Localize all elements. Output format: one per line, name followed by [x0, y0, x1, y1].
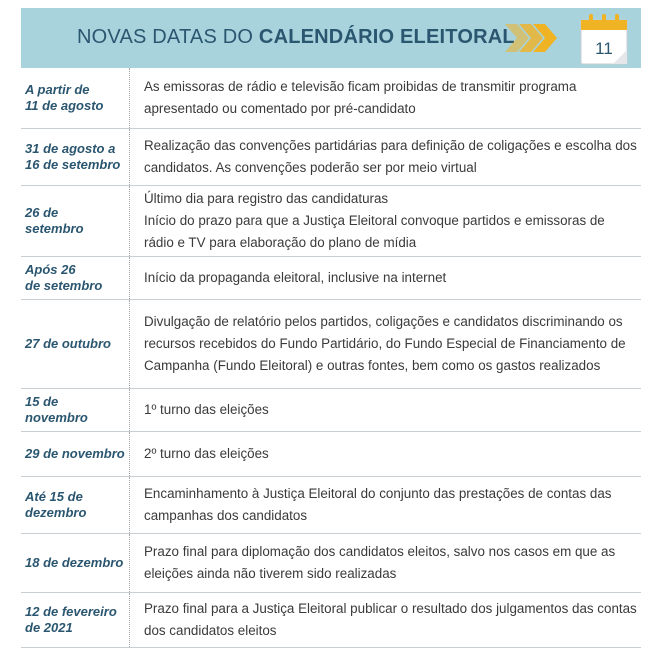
row-date: 15 de novembro	[25, 394, 88, 425]
table-row	[21, 477, 641, 534]
table-row	[21, 257, 641, 300]
table-row	[21, 389, 641, 432]
calendar-icon	[577, 10, 633, 68]
row-date: 18 de dezembro	[25, 555, 124, 570]
row-description	[129, 186, 641, 256]
table-row	[21, 432, 641, 477]
row-description-text: 1º turno das eleições	[144, 402, 269, 417]
page-title	[77, 26, 515, 49]
table-row	[21, 68, 641, 129]
row-description-text: 2º turno das eleições	[144, 446, 269, 461]
row-date: Após 26 de setembro	[25, 262, 103, 293]
row-date: 12 de fevereiro de 2021	[25, 604, 117, 635]
row-description	[129, 68, 641, 128]
table-row	[21, 534, 641, 593]
row-description	[129, 257, 641, 299]
row-description	[129, 534, 641, 592]
row-description-text: Realização das convenções partidárias para definição de coligações e escolha dos candidatos. As convenções poderão ser por meio virtual	[144, 138, 637, 175]
row-description	[129, 389, 641, 431]
row-description-text: Prazo final para a Justiça Eleitoral publicar o resultado dos julgamentos das contas dos candidatos eleitos	[144, 601, 637, 638]
row-description-text: As emissoras de rádio e televisão ficam proibidas de transmitir programa apresentado ou comentado por pré-candidato	[144, 79, 577, 116]
row-description	[129, 300, 641, 388]
header-banner	[21, 8, 641, 68]
row-date: 29 de novembro	[25, 446, 125, 461]
title-normal: NOVAS DATAS DO	[77, 26, 259, 48]
row-description	[129, 593, 641, 647]
table-row	[21, 593, 641, 648]
row-date: Até 15 de dezembro	[25, 489, 87, 520]
row-description-text: Divulgação de relatório pelos partidos, coligações e candidatos discriminando os recursos recebidos do Fundo Partidário, do Fundo Especial de Financiamento de Campanha (Fundo Eleitoral) e outras fontes, bem como os gastos realizados	[144, 314, 626, 373]
dates-table	[21, 68, 641, 648]
table-row	[21, 300, 641, 389]
row-description-text: Prazo final para diplomação dos candidatos eleitos, salvo nos casos em que as eleições ainda não tiverem sido realizadas	[144, 544, 616, 581]
calendar-card	[21, 8, 641, 669]
row-description-text: Encaminhamento à Justiça Eleitoral do conjunto das prestações de contas das campanhas dos candidatos	[144, 486, 612, 523]
table-row	[21, 129, 641, 186]
row-date: 31 de agosto a 16 de setembro	[25, 141, 121, 172]
row-description-text: Início da propaganda eleitoral, inclusive na internet	[144, 270, 447, 285]
row-description	[129, 129, 641, 185]
table-row	[21, 186, 641, 257]
row-description-text: Último dia para registro das candidaturas Início do prazo para que a Justiça Eleitoral convoque partidos e emissoras de rádio e TV para elaboração do plano de mídia	[144, 191, 605, 250]
row-description	[129, 432, 641, 476]
chevrons-icon	[503, 20, 563, 56]
title-bold: CALENDÁRIO ELEITORAL	[258, 26, 515, 48]
calendar-day: 11	[595, 39, 613, 58]
row-date: A partir de 11 de agosto	[25, 82, 104, 113]
row-date: 27 de outubro	[25, 336, 111, 351]
row-description	[129, 477, 641, 533]
row-date: 26 de setembro	[25, 205, 84, 236]
